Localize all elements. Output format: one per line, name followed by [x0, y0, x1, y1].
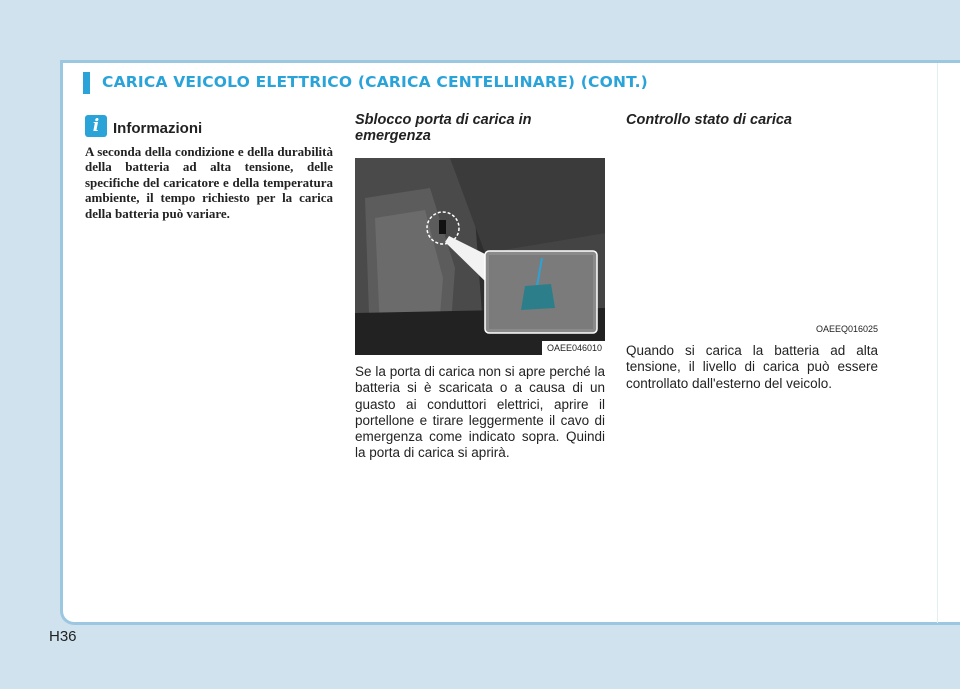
emergency-heading: Sblocco porta di carica in emergenza [355, 112, 532, 144]
emergency-body: Se la porta di carica non si apre perché la batteria si è scaricata o a causa di un guasto ai conduttori elettrici, aprire il portellone e tirare leggermente il cavo di emergenza come indicato sopra. Quindi la porta di carica si aprirà. [355, 364, 605, 461]
emergency-column [355, 112, 605, 462]
info-column [85, 114, 333, 221]
right-rule [937, 63, 938, 623]
page-number: H36 [49, 628, 77, 645]
section-title: CARICA VEICOLO ELETTRICO (CARICA CENTELLINARE) (CONT.) [102, 73, 648, 91]
trunk-emergency-figure [355, 158, 605, 355]
figure-code: OAEEQ016025 [815, 324, 878, 334]
trunk-illustration [355, 158, 605, 355]
info-body: A seconda della condizione e della durabilità della batteria ad alta tensione, delle specifiche del caricatore e della temperatura ambiente, il tempo richiesto per la carica della batteria può variare. [85, 144, 333, 221]
info-header [85, 114, 333, 137]
top-rule [60, 60, 960, 63]
status-body: Quando si carica la batteria ad alta tensione, il livello di carica può essere controllato dall'esterno del veicolo. [626, 343, 878, 391]
status-heading: Controllo stato di carica [626, 112, 792, 128]
info-title: Informazioni [113, 120, 203, 137]
info-icon: i [85, 115, 107, 137]
header-accent-bar [83, 72, 90, 94]
figure-code: OAEE046010 [542, 341, 605, 355]
status-column [626, 112, 878, 392]
